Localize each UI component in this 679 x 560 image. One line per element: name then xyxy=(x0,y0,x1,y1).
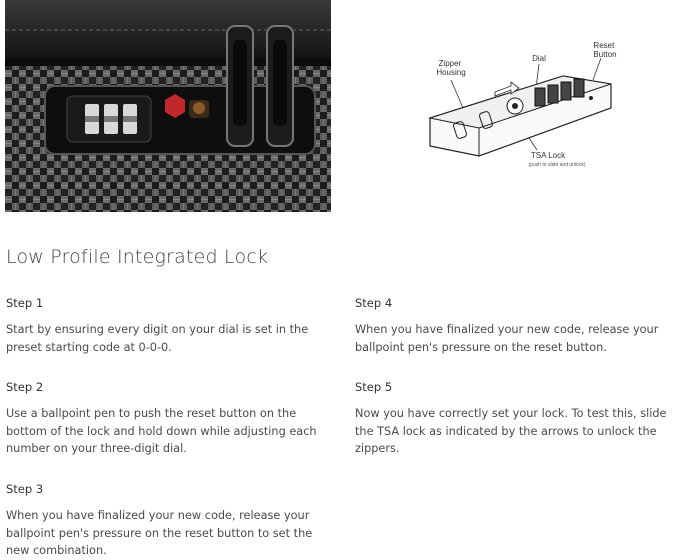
step-heading: Step 4 xyxy=(355,296,393,310)
step-2 xyxy=(6,380,336,458)
label-zipper-housing: Zipper Housing xyxy=(436,59,466,77)
step-text: Start by ensuring every digit on your dial is set in the preset starting code at 0-0-0. xyxy=(6,323,309,354)
label-dial: Dial xyxy=(532,54,546,63)
label-tsa-lock-note: (push to slide and unlock) xyxy=(528,162,586,168)
step-heading: Step 1 xyxy=(6,296,44,310)
step-text: When you have finalized your new code, release your ballpoint pen's pressure on the reset button to set the new combination. xyxy=(6,509,313,557)
step-heading: Step 5 xyxy=(355,380,393,394)
step-text: Now you have correctly set your lock. To test this, slide the TSA lock as indicated by the arrows to unlock the zippers. xyxy=(355,407,667,455)
step-text: Use a ballpoint pen to push the reset button on the bottom of the lock and hold down while adjusting each number on your three-digit dial. xyxy=(6,407,317,455)
lock-diagram xyxy=(415,36,625,176)
step-heading: Step 2 xyxy=(6,380,44,394)
section-title: Low Profile Integrated Lock xyxy=(6,246,269,268)
step-5 xyxy=(355,380,677,458)
label-tsa-lock: TSA Lock xyxy=(530,151,566,160)
lock-photo xyxy=(5,0,331,212)
step-heading: Step 3 xyxy=(6,482,44,496)
step-1 xyxy=(6,296,336,356)
step-3 xyxy=(6,482,336,560)
step-text: When you have finalized your new code, release your ballpoint pen's pressure on the reset button. xyxy=(355,323,659,354)
step-4 xyxy=(355,296,677,356)
label-reset-button: Reset Button xyxy=(593,41,617,59)
